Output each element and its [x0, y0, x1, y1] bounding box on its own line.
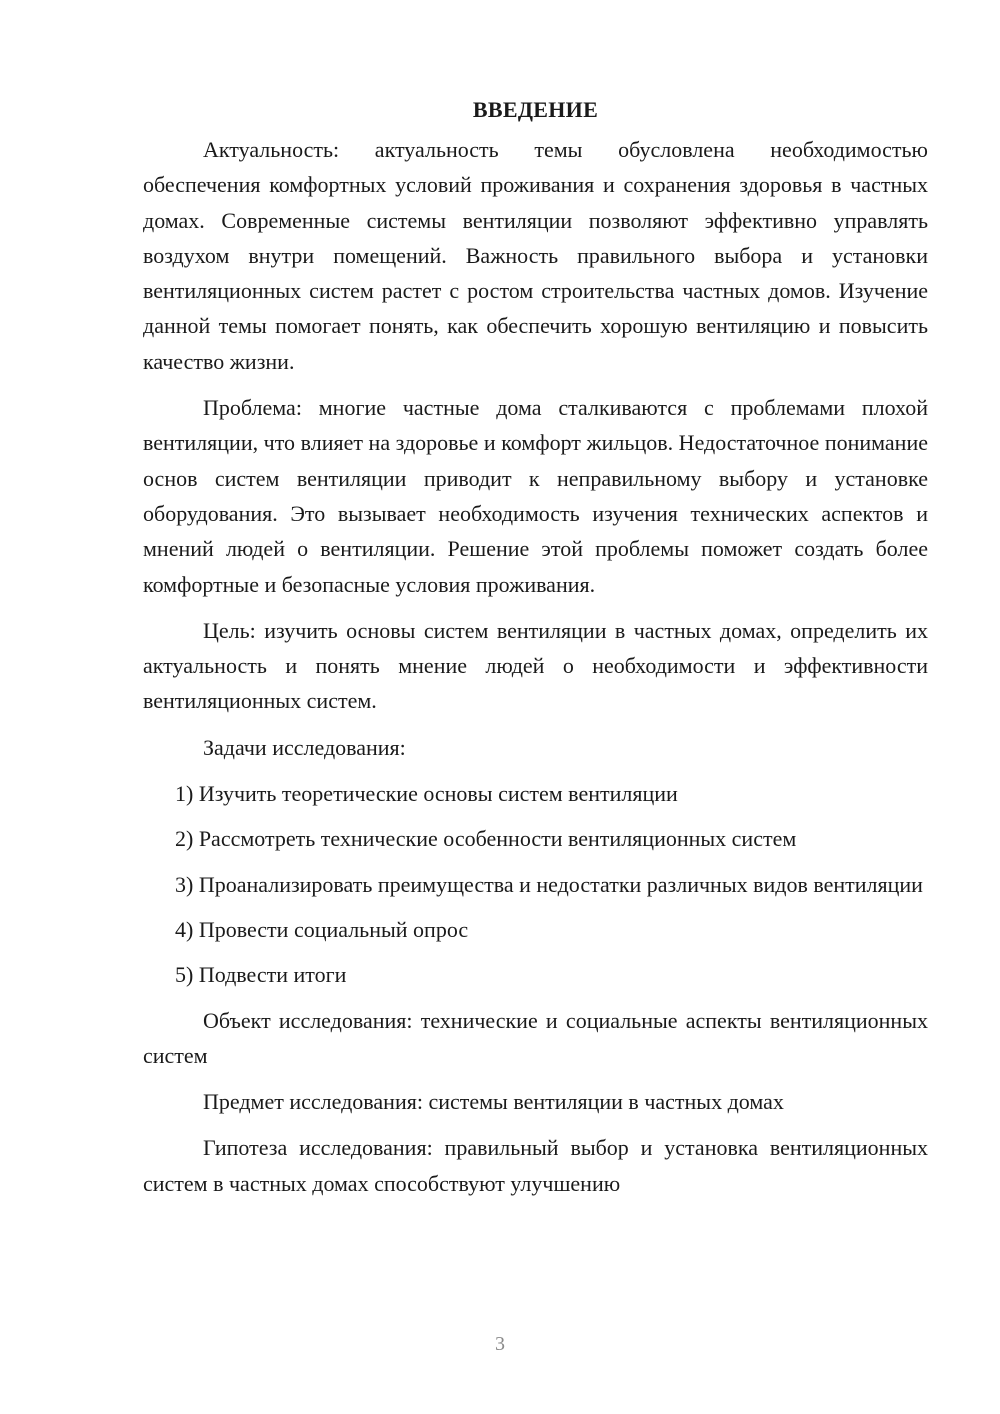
- document-page: [143, 92, 928, 1212]
- paragraph-goal: Цель: изучить основы систем вентиляции в частных домах, определить их актуальность и понять мнение людей о необходимости и эффективности вентиляционных систем.: [143, 617, 928, 714]
- paragraph-subject: Предмет исследования: системы вентиляции в частных домах: [203, 1089, 784, 1115]
- section-title: ВВЕДЕНИЕ: [472, 97, 599, 122]
- task-item-4: 4) Провести социальный опрос: [175, 916, 469, 942]
- page-number: 3: [495, 1333, 505, 1355]
- paragraph-object: Объект исследования: технические и социальные аспекты вентиляционных систем: [143, 1007, 928, 1068]
- task-item-5: 5) Подвести итоги: [175, 962, 347, 988]
- task-item-2: 2) Рассмотреть технические особенности вентиляционных систем: [175, 826, 797, 852]
- task-item-3: 3) Проанализировать преимущества и недостатки различных видов вентиляции: [175, 871, 923, 897]
- paragraph-tasks-heading: Задачи исследования:: [203, 734, 406, 760]
- task-item-1: 1) Изучить теоретические основы систем вентиляции: [175, 781, 678, 807]
- paragraph-relevance: Актуальность: актуальность темы обусловлена необходимостью обеспечения комфортных условий проживания и сохранения здоровья в частных домах. Современные системы вентиляции позволяют эффективно управлять воздухом внутри помещений. Важность правильного выбора и установки вентиляционных систем растет с ростом строительства частных домов. Изучение данной темы помогает понять, как обеспечить хорошую вентиляцию и повысить качество жизни.: [143, 137, 928, 374]
- paragraph-hypothesis: Гипотеза исследования: правильный выбор и установка вентиляционных систем в частных домах способствуют улучшению: [143, 1135, 928, 1196]
- paragraph-problem: Проблема: многие частные дома сталкиваются с проблемами плохой вентиляции, что влияет на здоровье и комфорт жильцов. Недостаточное понимание основ систем вентиляции приводит к неправильному выбору и установке оборудования. Это вызывает необходимость изучения технических аспектов и мнений людей о вентиляции. Решение этой проблемы поможет создать более комфортные и безопасные условия проживания.: [143, 395, 928, 597]
